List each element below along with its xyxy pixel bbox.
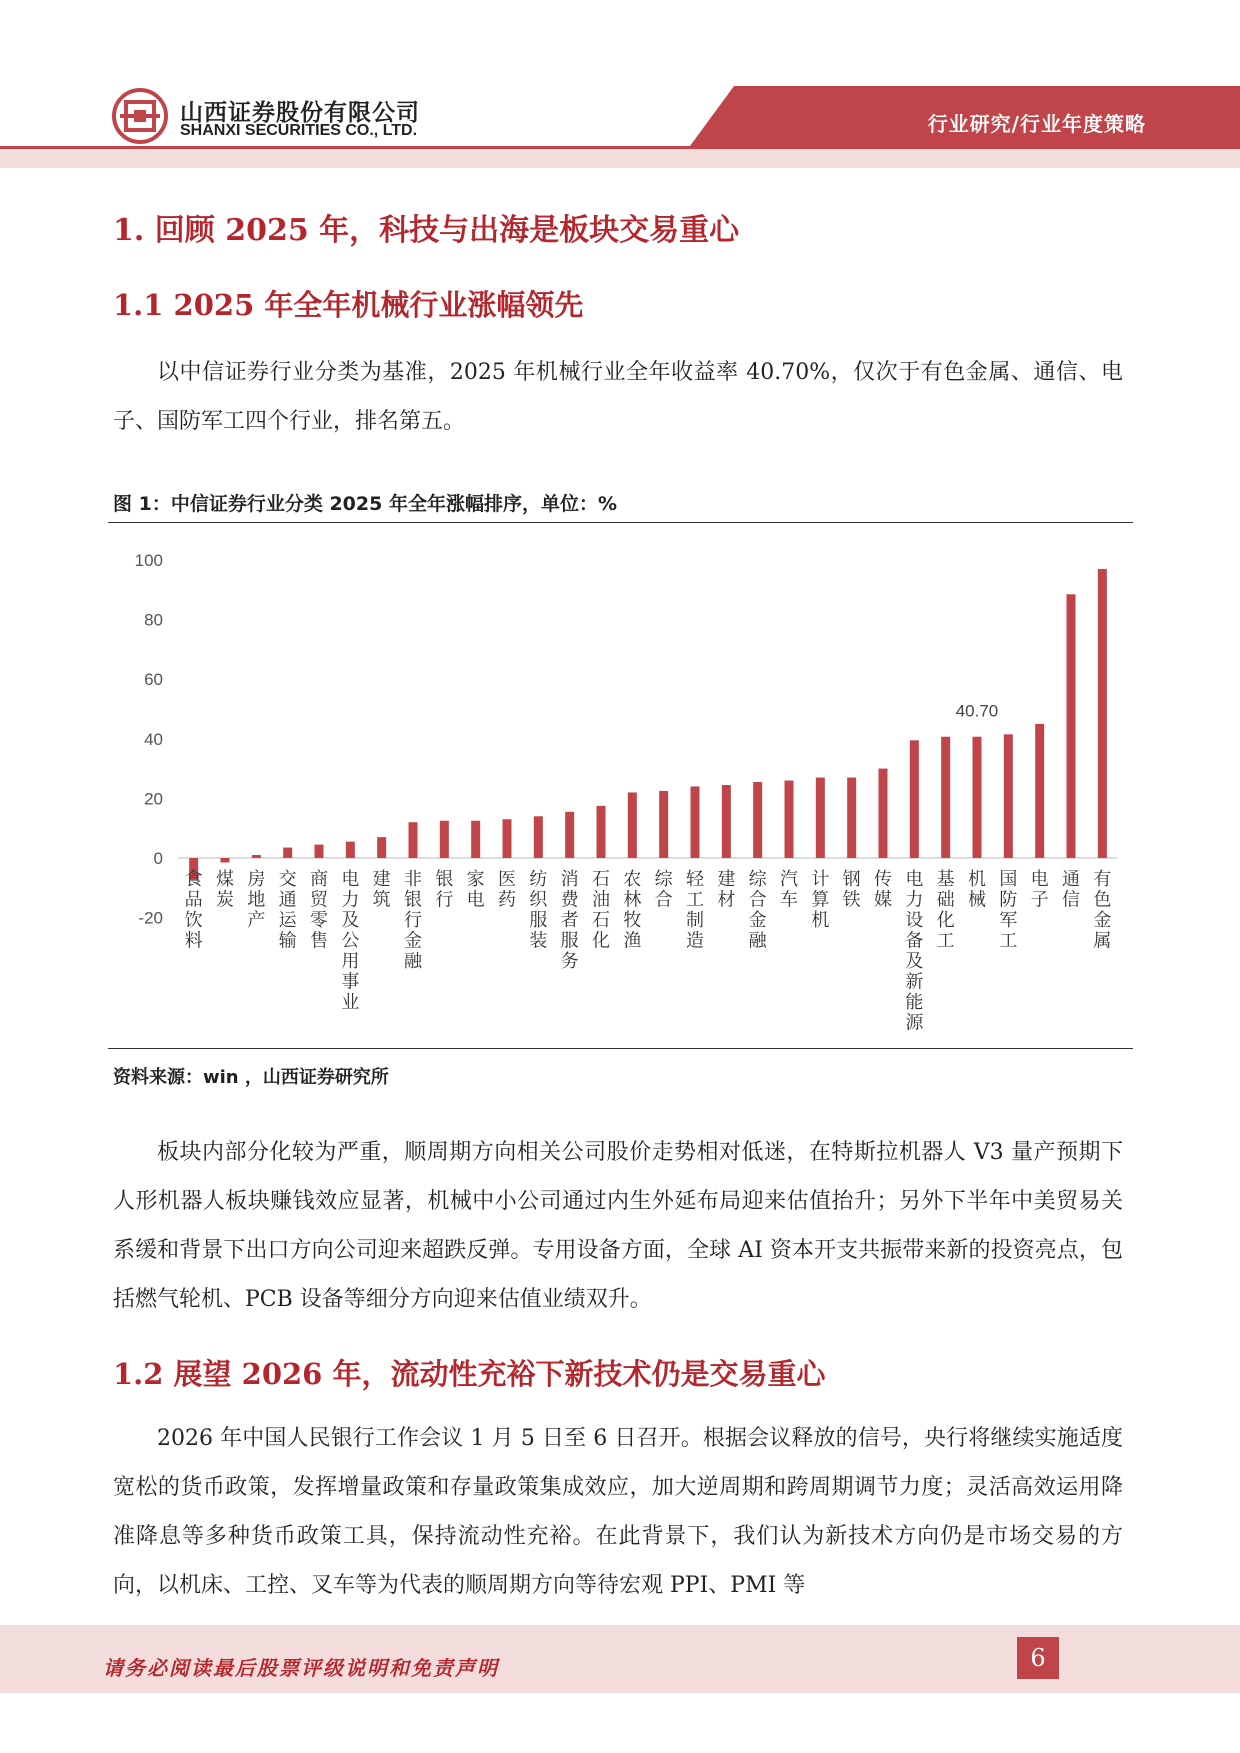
bar (440, 821, 449, 858)
category-label: 石油石化 (592, 869, 610, 952)
company-logo-icon (112, 88, 168, 144)
paragraph-3 (113, 1414, 1123, 1610)
category-label: 国防军工 (999, 869, 1018, 952)
header-band (0, 146, 1240, 168)
bar (471, 821, 480, 858)
category-label: 建筑 (372, 869, 391, 911)
category-label: 交通运输 (278, 869, 297, 952)
industry-returns-bar-chart (108, 530, 1133, 1050)
bar (691, 786, 700, 858)
category-label: 汽车 (780, 869, 798, 911)
category-label: 电力及公用事业 (341, 869, 360, 1013)
category-label: 有色金属 (1093, 869, 1112, 952)
bar (315, 845, 324, 858)
bar (503, 819, 512, 858)
category-label: 消费者服务 (560, 869, 579, 972)
paragraph-3-text: 2026 年中国人民银行工作会议 1 月 5 日至 6 日召开。根据会议释放的信号，央行将继续实施适度宽松的货币政策，发挥增量政策和存量政策集成效应，加大逆周期和跨周期调节力度；灵活高效运用降准降息等多种货币政策工具，保持流动性充裕。在此背景下，我们认为新技术方向仍是市场交易的方向，以机床、工控、叉车等为代表的顺周期方向等待宏观 PPI、PMI 等 (113, 1426, 1123, 1598)
paragraph-1 (113, 348, 1123, 446)
category-label: 电力设备及新能源 (905, 869, 924, 1034)
bar (1098, 569, 1107, 858)
category-label: 计算机 (811, 869, 830, 931)
category-label: 煤炭 (216, 869, 234, 911)
category-label: 商贸零售 (310, 869, 328, 952)
bar (722, 785, 731, 858)
paragraph-1-text: 以中信证券行业分类为基准，2025 年机械行业全年收益率 40.70%，仅次于有色金属、通信、电子、国防军工四个行业，排名第五。 (113, 360, 1123, 434)
bar (409, 822, 418, 858)
category-label: 通信 (1062, 869, 1080, 911)
y-tick-label: 40 (144, 729, 163, 749)
y-tick-label: 100 (134, 551, 163, 570)
paragraph-2 (113, 1128, 1123, 1324)
bar (346, 842, 355, 858)
bar (534, 816, 543, 858)
category-label: 银行 (435, 869, 454, 911)
category-label: 纺织服装 (529, 869, 548, 952)
category-label: 农林牧渔 (623, 869, 642, 952)
category-label: 房地产 (247, 869, 266, 931)
bar (910, 740, 919, 858)
bar (597, 806, 606, 858)
y-tick-label: 60 (144, 670, 163, 690)
section-heading-1-1: 1.1 2025 年全年机械行业涨幅领先 (113, 288, 584, 322)
category-label: 综合金融 (748, 869, 767, 952)
figure-bottom-rule (108, 1048, 1133, 1049)
page-header (0, 0, 1240, 170)
category-label: 传媒 (874, 869, 892, 911)
bar (1035, 724, 1044, 858)
category-label: 食品饮料 (184, 869, 203, 952)
category-label: 综合 (654, 869, 673, 911)
header-divider (0, 146, 1240, 149)
category-label: 建材 (717, 869, 736, 911)
disclaimer-link[interactable]: 请务必阅读最后股票评级说明和免责声明 (103, 1656, 499, 1680)
y-tick-label: 20 (144, 789, 163, 809)
bar (1067, 594, 1076, 858)
bar (785, 781, 794, 858)
bar (252, 855, 261, 858)
category-label: 家电 (466, 869, 485, 911)
bar (628, 792, 637, 858)
bar (283, 848, 292, 858)
bar (973, 737, 982, 858)
y-tick-label: -20 (138, 908, 163, 928)
category-label: 电子 (1030, 869, 1049, 911)
paragraph-2-text: 板块内部分化较为严重，顺周期方向相关公司股价走势相对低迷，在特斯拉机器人 V3 量产预期下人形机器人板块赚钱效应显著，机械中小公司通过内生外延布局迎来估值抬升；另外下半年中美贸易关系缓和背景下出口方向公司迎来超跌反弹。专用设备方面，全球 AI 资本开支共振带来新的投资亮点，包括燃气轮机、PCB 设备等细分方向迎来估值业绩双升。 (113, 1140, 1123, 1312)
figure-caption: 图 1：中信证券行业分类 2025 年全年涨幅排序，单位：% (113, 493, 617, 515)
page-number: 6 (1017, 1637, 1059, 1679)
bar (565, 812, 574, 858)
company-name-cn: 山西证券股份有限公司 (180, 100, 420, 126)
bar (879, 769, 888, 858)
category-label: 轻工制造 (686, 869, 704, 952)
bar (659, 791, 668, 858)
bar (847, 778, 856, 858)
bar (941, 737, 950, 858)
y-tick-label: 80 (144, 610, 163, 630)
category-label: 钢铁 (842, 869, 861, 911)
figure-source: 资料来源：win ，山西证券研究所 (113, 1067, 389, 1088)
category-label: 医药 (498, 869, 516, 911)
bar (377, 837, 386, 858)
bar (816, 778, 825, 858)
category-label: 基础化工 (936, 869, 955, 952)
section-heading-1: 1. 回顾 2025 年，科技与出海是板块交易重心 (113, 213, 740, 248)
section-heading-1-2: 1.2 展望 2026 年，流动性充裕下新技术仍是交易重心 (113, 1357, 826, 1391)
category-label: 非银行金融 (404, 869, 422, 972)
data-label: 40.70 (955, 701, 999, 721)
figure-top-rule (108, 522, 1133, 523)
category-label: 机械 (968, 869, 986, 911)
report-category: 行业研究/行业年度策略 (927, 112, 1146, 136)
company-name-en: SHANXI SECURITIES CO., LTD. (180, 122, 418, 139)
bar (1004, 734, 1013, 858)
bar (753, 782, 762, 858)
y-tick-label: 0 (153, 849, 163, 868)
bar (221, 858, 230, 862)
